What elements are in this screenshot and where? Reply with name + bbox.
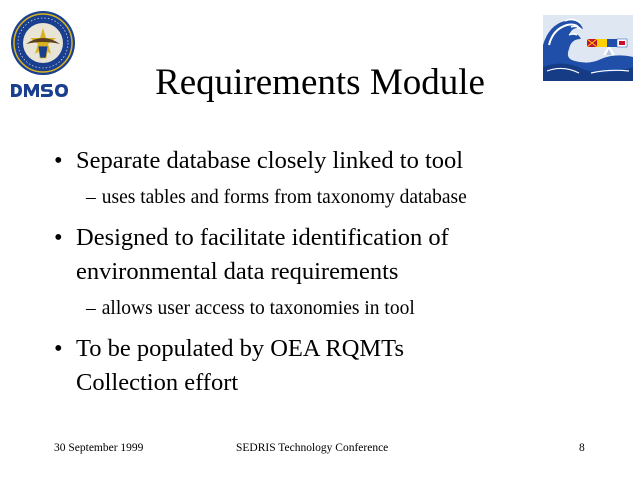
sub-bullet-text: allows user access to taxonomies in tool: [101, 298, 415, 319]
bullet-text: Separate database closely linked to tool: [76, 147, 464, 174]
slide-title: Requirements Module: [155, 62, 485, 103]
sub-bullet-dash: –: [86, 187, 96, 208]
footer-page-number: 8: [579, 442, 585, 454]
bullet-dot: •: [54, 147, 63, 174]
sub-bullet-item: [86, 185, 467, 211]
bullet-text: To be populated by OEA RQMTs: [76, 335, 404, 362]
bullet-text: Collection effort: [76, 369, 239, 396]
footer-conference: SEDRIS Technology Conference: [236, 442, 389, 454]
footer-date: 30 September 1999: [54, 442, 144, 454]
bullet-dot: •: [54, 335, 63, 362]
bullet-dot: •: [54, 224, 63, 251]
bullet-text: Designed to facilitate identification of: [76, 224, 449, 251]
sub-bullet-item: [86, 296, 415, 322]
sub-bullet-text: uses tables and forms from taxonomy database: [101, 187, 467, 208]
bullet-text: environmental data requirements: [76, 258, 399, 285]
sub-bullet-dash: –: [86, 298, 96, 319]
